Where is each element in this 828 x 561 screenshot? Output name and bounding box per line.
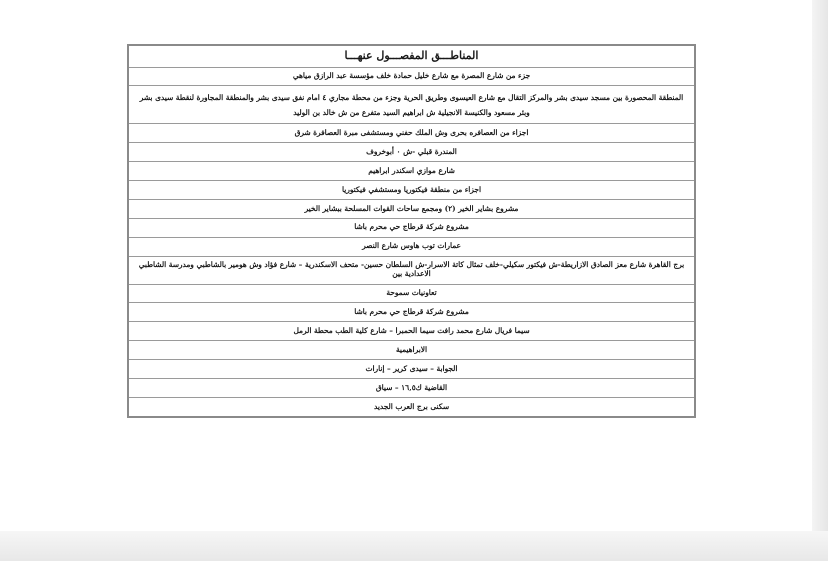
table-header: المناطـــق المفصـــول عنهـــا [129,46,694,67]
table-row [129,218,694,237]
table-row [129,284,694,303]
table-row [129,322,694,341]
table-row [129,398,694,416]
table-cell: برج القاهرة شارع معز الصادق الازاريطة-ش فيكتور سكيلي-خلف تمثال كاتة الاسرار-ش السلطان حسين- متحف الاسكندرية – شارع فؤاد وش هومير بالشاطبي ومدرسة الشاطبي الاعدادية بين [129,256,694,284]
table-cell: القاضية ك٥‚١٦ – سياق [129,379,694,398]
table-cell: جزء من شارع المصرة مع شارع خليل حمادة خلف مؤسسة عبد الرازق مياهي [129,67,694,86]
table-row [129,181,694,200]
table-cell: تعاونيات سموحة [129,284,694,303]
table-row [129,143,694,162]
table-cell: المندرة قبلي -ش ٠ أبوخروف [129,143,694,162]
table-cell: سيما فريال شارع محمد رافت سيما الحمبرا – شارع كلية الطب محطة الرمل [129,322,694,341]
table-cell: مشروع شركة قرطاج حي محرم باشا [129,303,694,322]
table-row [129,124,694,143]
table-row [129,237,694,256]
table-cell: شارع موازي اسكندر ابراهيم [129,162,694,181]
table-cell: اجزاء من العصافره بحرى وش الملك حفني ومستشفى مبرة العصافرة شرق [129,124,694,143]
table-cell: الابراهيمية [129,341,694,360]
table-row [129,256,694,284]
table-cell: مشروع بشاير الخير (٢) ومجمع ساحات القوات المسلحة ببشاير الخير [129,200,694,219]
table-header-row [129,46,694,67]
table-cell: الجوابة – سيدى كرير – إنارات [129,360,694,379]
table-cell: سكنى برج العرب الجديد [373,401,450,411]
table-row [129,200,694,219]
table-row [129,86,694,124]
table-cell: المنطقة المحصورة بين مسجد سيدى بشر والمركز التقال مع شارع العيسوى وطريق الحرية وجزء من محطة مجاري ٤ امام نفق سيدى بشر والمنطقة المجاورة لنقطة سيدى بشر وبئر مسعود والكنيسة الانجيلية ش ابراهيم السيد متفرع من ش خالد بن الوليد [129,86,694,124]
table-row [129,379,694,398]
table-cell: مشروع شركة قرطاج حي محرم باشا [129,218,694,237]
table-cell: عمارات توب هاوس شارع النصر [129,237,694,256]
page-edge-bottom [0,531,828,561]
table-row [129,341,694,360]
table-row [129,162,694,181]
areas-table-grid [129,46,694,416]
table-cell: اجزاء من منطقة فيكتوريا ومستشفي فيكتوريا [129,181,694,200]
table-row [129,67,694,86]
table-row [129,303,694,322]
table-row [129,360,694,379]
disconnected-areas-table [127,44,696,418]
page-edge-right [812,0,828,561]
